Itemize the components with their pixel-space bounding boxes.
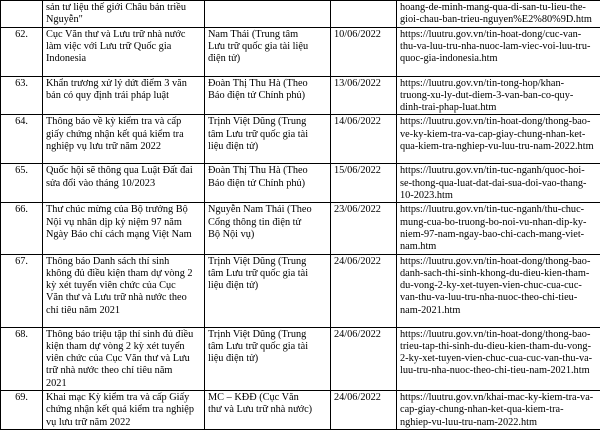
article-url-line[interactable]: niem-97-nam-ngay-bao-chi-cach-mang-viet- [400,229,597,241]
article-source-cell [205,164,331,203]
publish-date: 14/06/2022 [334,116,381,127]
article-title-cell [43,115,205,164]
article-title-line: không đủ điều kiện tham dự vòng 2 [46,268,201,280]
article-url-cell [397,164,600,203]
article-title-line: Văn thư và Lưu trữ nhà nước theo [46,292,201,304]
article-title-line: trữ nhà nước theo chỉ tiêu năm [46,365,201,377]
article-url-cell [397,327,600,390]
article-title-line: chỉ tiêu năm 2021 [46,305,201,317]
table-body [1,1,600,430]
article-source-line: Trịnh Việt Dũng (Trung [208,256,327,268]
article-title-line: Thông báo Danh sách thí sinh [46,256,201,268]
article-title-line: Nội vụ nhân dịp kỷ niệm 97 năm [46,217,201,229]
table-row [1,115,600,164]
publish-date-cell [331,115,397,164]
article-url-cell [397,27,600,76]
publish-date-cell [331,27,397,76]
table-row [1,1,600,28]
article-url-line[interactable]: 10-2023.htm [400,190,597,202]
article-title-line: Khẩn trương xử lý dứt điểm 3 văn [46,78,201,90]
article-source-line: tâm Lưu trữ quốc gia tài [208,341,327,353]
article-source-line: Nguyễn Nam Thái (Theo [208,204,327,216]
article-url-line[interactable]: nam-2021.htm [400,305,597,317]
row-number: 64. [15,116,28,127]
article-source-line: Bộ Nội vụ) [208,229,327,241]
article-source-line: liệu điện tử) [208,280,327,292]
publish-date: 10/06/2022 [334,29,381,40]
article-source-cell [205,76,331,115]
article-url-line[interactable]: https://luutru.gov.vn/khai-mac-ky-kiem-tra-va- [400,392,597,404]
article-source-cell [205,203,331,254]
row-number-cell [1,254,43,327]
article-source-cell [205,115,331,164]
table-row [1,27,600,76]
article-title-line: Khai mạc Kỳ kiểm tra và cấp Giấy [46,392,201,404]
table-row [1,391,600,430]
publish-date-cell [331,327,397,390]
article-url-line[interactable]: https://luutru.gov.vn/tin-tong-hop/khan- [400,78,597,90]
table-row [1,164,600,203]
row-number: 65. [15,165,28,176]
article-source-line: tâm Lưu trữ quốc gia tài [208,268,327,280]
article-url-line[interactable]: nam.htm [400,241,597,253]
row-number-cell [1,27,43,76]
row-number: 63. [15,78,28,89]
article-url-line[interactable]: se-thong-qua-luat-dat-dai-sua-doi-vao-thang- [400,178,597,190]
article-url-line[interactable]: danh-sach-thi-sinh-khong-du-dieu-kien-tham- [400,268,597,280]
article-source-line: Đoàn Thị Thu Hà (Theo [208,78,327,90]
article-title-line: Quốc hội sẽ thông qua Luật Đất đai [46,165,201,177]
article-source-line: liệu điện tử) [208,353,327,365]
article-title-line: viên chức của Cục Văn thư và Lưu [46,353,201,365]
article-source-cell [205,327,331,390]
article-url-cell [397,203,600,254]
article-source-line: thư và Lưu trữ nhà nước) [208,404,327,416]
article-url-line[interactable]: trieu-tap-thi-sinh-du-dieu-kien-tham-du-vong- [400,341,597,353]
article-source-line: liệu điện tử) [208,141,327,153]
article-url-line[interactable]: https://luutru.gov.vn/tin-hoat-dong/thong-bao- [400,256,597,268]
article-title-line: Ngày Báo chí cách mạng Việt Nam [46,229,201,241]
article-url-line[interactable]: cap-giay-chung-nhan-ket-qua-kiem-tra- [400,404,597,416]
article-source-line: điện tử) [208,53,327,65]
article-source-line: Báo điện tử Chính phủ) [208,90,327,102]
publish-date: 24/06/2022 [334,329,381,340]
article-title-line: Cục Văn thư và Lưu trữ nhà nước [46,29,201,41]
row-number: 69. [15,392,28,403]
publish-date: 23/06/2022 [334,204,381,215]
article-source-line: Trịnh Việt Dũng (Trung [208,116,327,128]
article-url-line[interactable]: gioi-chau-ban-trieu-nguyen%E2%80%9D.htm [400,14,597,26]
article-title-line: sản tư liệu thế giới Châu bản triều [46,2,201,14]
article-title-line: kiện tham dự vòng 2 kỳ xét tuyển [46,341,201,353]
article-url-line[interactable]: https://luutru.gov.vn/tin-hoat-dong/cuc-van- [400,29,597,41]
article-url-cell [397,76,600,115]
article-title-line: Nguyễn" [46,14,201,26]
article-title-line: Thông báo triệu tập thí sinh đủ điều [46,329,201,341]
article-source-line: Báo điện tử Chính phủ) [208,178,327,190]
article-title-line: Indonesia [46,53,201,65]
article-title-cell [43,27,205,76]
publish-date: 13/06/2022 [334,78,381,89]
article-url-line[interactable]: hoang-de-minh-mang-qua-di-san-tu-lieu-the- [400,2,597,14]
row-number: 66. [15,204,28,215]
article-title-line: sửa đổi vào tháng 10/2023 [46,178,201,190]
article-source-line: Trịnh Việt Dũng (Trung [208,329,327,341]
article-source-line: Cổng thông tin điện tử [208,217,327,229]
article-url-line[interactable]: luu-tru-nha-nuoc-theo-chi-tieu-nam-2021.htm [400,365,597,377]
table-row [1,203,600,254]
article-url-line[interactable]: https://luutru.gov.vn/tin-hoat-dong/thong-bao- [400,116,597,128]
article-url-line[interactable]: mung-cua-bo-truong-bo-noi-vu-nhan-dip-ky- [400,217,597,229]
article-url-cell [397,254,600,327]
row-number-cell [1,164,43,203]
article-title-line: chứng nhận kết quả kiểm tra nghiệp [46,404,201,416]
article-source-line: Nam Thái (Trung tâm [208,29,327,41]
row-number-cell [1,391,43,430]
publish-date-cell [331,254,397,327]
publish-date: 24/06/2022 [334,392,381,403]
article-title-line: nghiệp vụ lưu trữ năm 2022 [46,141,201,153]
table-row [1,254,600,327]
row-number: 68. [15,329,28,340]
article-url-line[interactable]: thu-va-luu-tru-nha-nuoc-lam-viec-voi-luu-tru- [400,41,597,53]
article-url-line[interactable]: ve-ky-kiem-tra-va-cap-giay-chung-nhan-ket- [400,129,597,141]
article-title-line: làm việc với Lưu trữ Quốc gia [46,41,201,53]
article-url-line[interactable]: dinh-trai-phap-luat.htm [400,102,597,114]
article-title-line: vụ lưu trữ năm 2022 [46,417,201,429]
article-url-cell [397,391,600,430]
article-url-line[interactable]: quoc-gia-indonesia.htm [400,53,597,65]
article-url-cell [397,115,600,164]
article-title-cell [43,164,205,203]
article-url-line[interactable]: nghiep-vu-luu-tru-nam-2022.htm [400,417,597,429]
row-number-cell [1,327,43,390]
publish-date-cell [331,391,397,430]
row-number-cell [1,115,43,164]
article-url-line[interactable]: https://luutru.gov.vn/tin-tuc-nganh/quoc-hoi- [400,165,597,177]
article-title-line: kỳ xét tuyển viên chức của Cục [46,280,201,292]
article-title-cell [43,254,205,327]
article-source-line: tâm Lưu trữ quốc gia tài [208,129,327,141]
article-url-line[interactable]: https://luutru.gov.vn/tin-hoat-dong/thong-bao- [400,329,597,341]
article-url-line[interactable]: du-vong-2-ky-xet-tuyen-vien-chuc-cua-cuc- [400,280,597,292]
article-source-cell [205,27,331,76]
row-number-cell [1,203,43,254]
article-title-cell [43,391,205,430]
publish-date-cell [331,164,397,203]
article-title-cell [43,327,205,390]
article-source-line: Đoàn Thị Thu Hà (Theo [208,165,327,177]
publish-date: 24/06/2022 [334,256,381,267]
publish-date: 15/06/2022 [334,165,381,176]
article-url-cell [397,1,600,28]
row-number: 62. [15,29,28,40]
article-url-line[interactable]: van-thu-va-luu-tru-nha-nuoc-theo-chi-tieu- [400,292,597,304]
article-source-line: MC – KĐĐ (Cục Văn [208,392,327,404]
publish-date-cell [331,76,397,115]
table-row [1,327,600,390]
table-row [1,76,600,115]
article-title-line: 2021 [46,378,201,390]
article-title-line: Thông báo về kỳ kiểm tra và cấp [46,116,201,128]
article-title-line: Thư chúc mừng của Bộ trưởng Bộ [46,204,201,216]
article-url-line[interactable]: 2-ky-xet-tuyen-vien-chuc-cua-cuc-van-thu-va- [400,353,597,365]
article-url-line[interactable]: truong-xu-ly-dut-diem-3-van-ban-co-quy- [400,90,597,102]
article-url-line[interactable]: qua-kiem-tra-nghiep-vu-luu-tru-nam-2022.htm [400,141,597,153]
article-title-line: giấy chứng nhận kết quả kiểm tra [46,129,201,141]
article-title-cell [43,1,205,28]
row-number-cell [1,1,43,28]
article-source-cell [205,1,331,28]
row-number: 67. [15,256,28,267]
article-source-cell [205,254,331,327]
article-title-cell [43,203,205,254]
article-title-line: bản có quy định trái pháp luật [46,90,201,102]
article-url-line[interactable]: https://luutru.gov.vn/tin-tuc-nganh/thu-chuc- [400,204,597,216]
row-number-cell [1,76,43,115]
article-source-line: Lưu trữ quốc gia tài liệu [208,41,327,53]
article-source-cell [205,391,331,430]
publish-date-cell [331,203,397,254]
article-title-cell [43,76,205,115]
publish-date-cell [331,1,397,28]
